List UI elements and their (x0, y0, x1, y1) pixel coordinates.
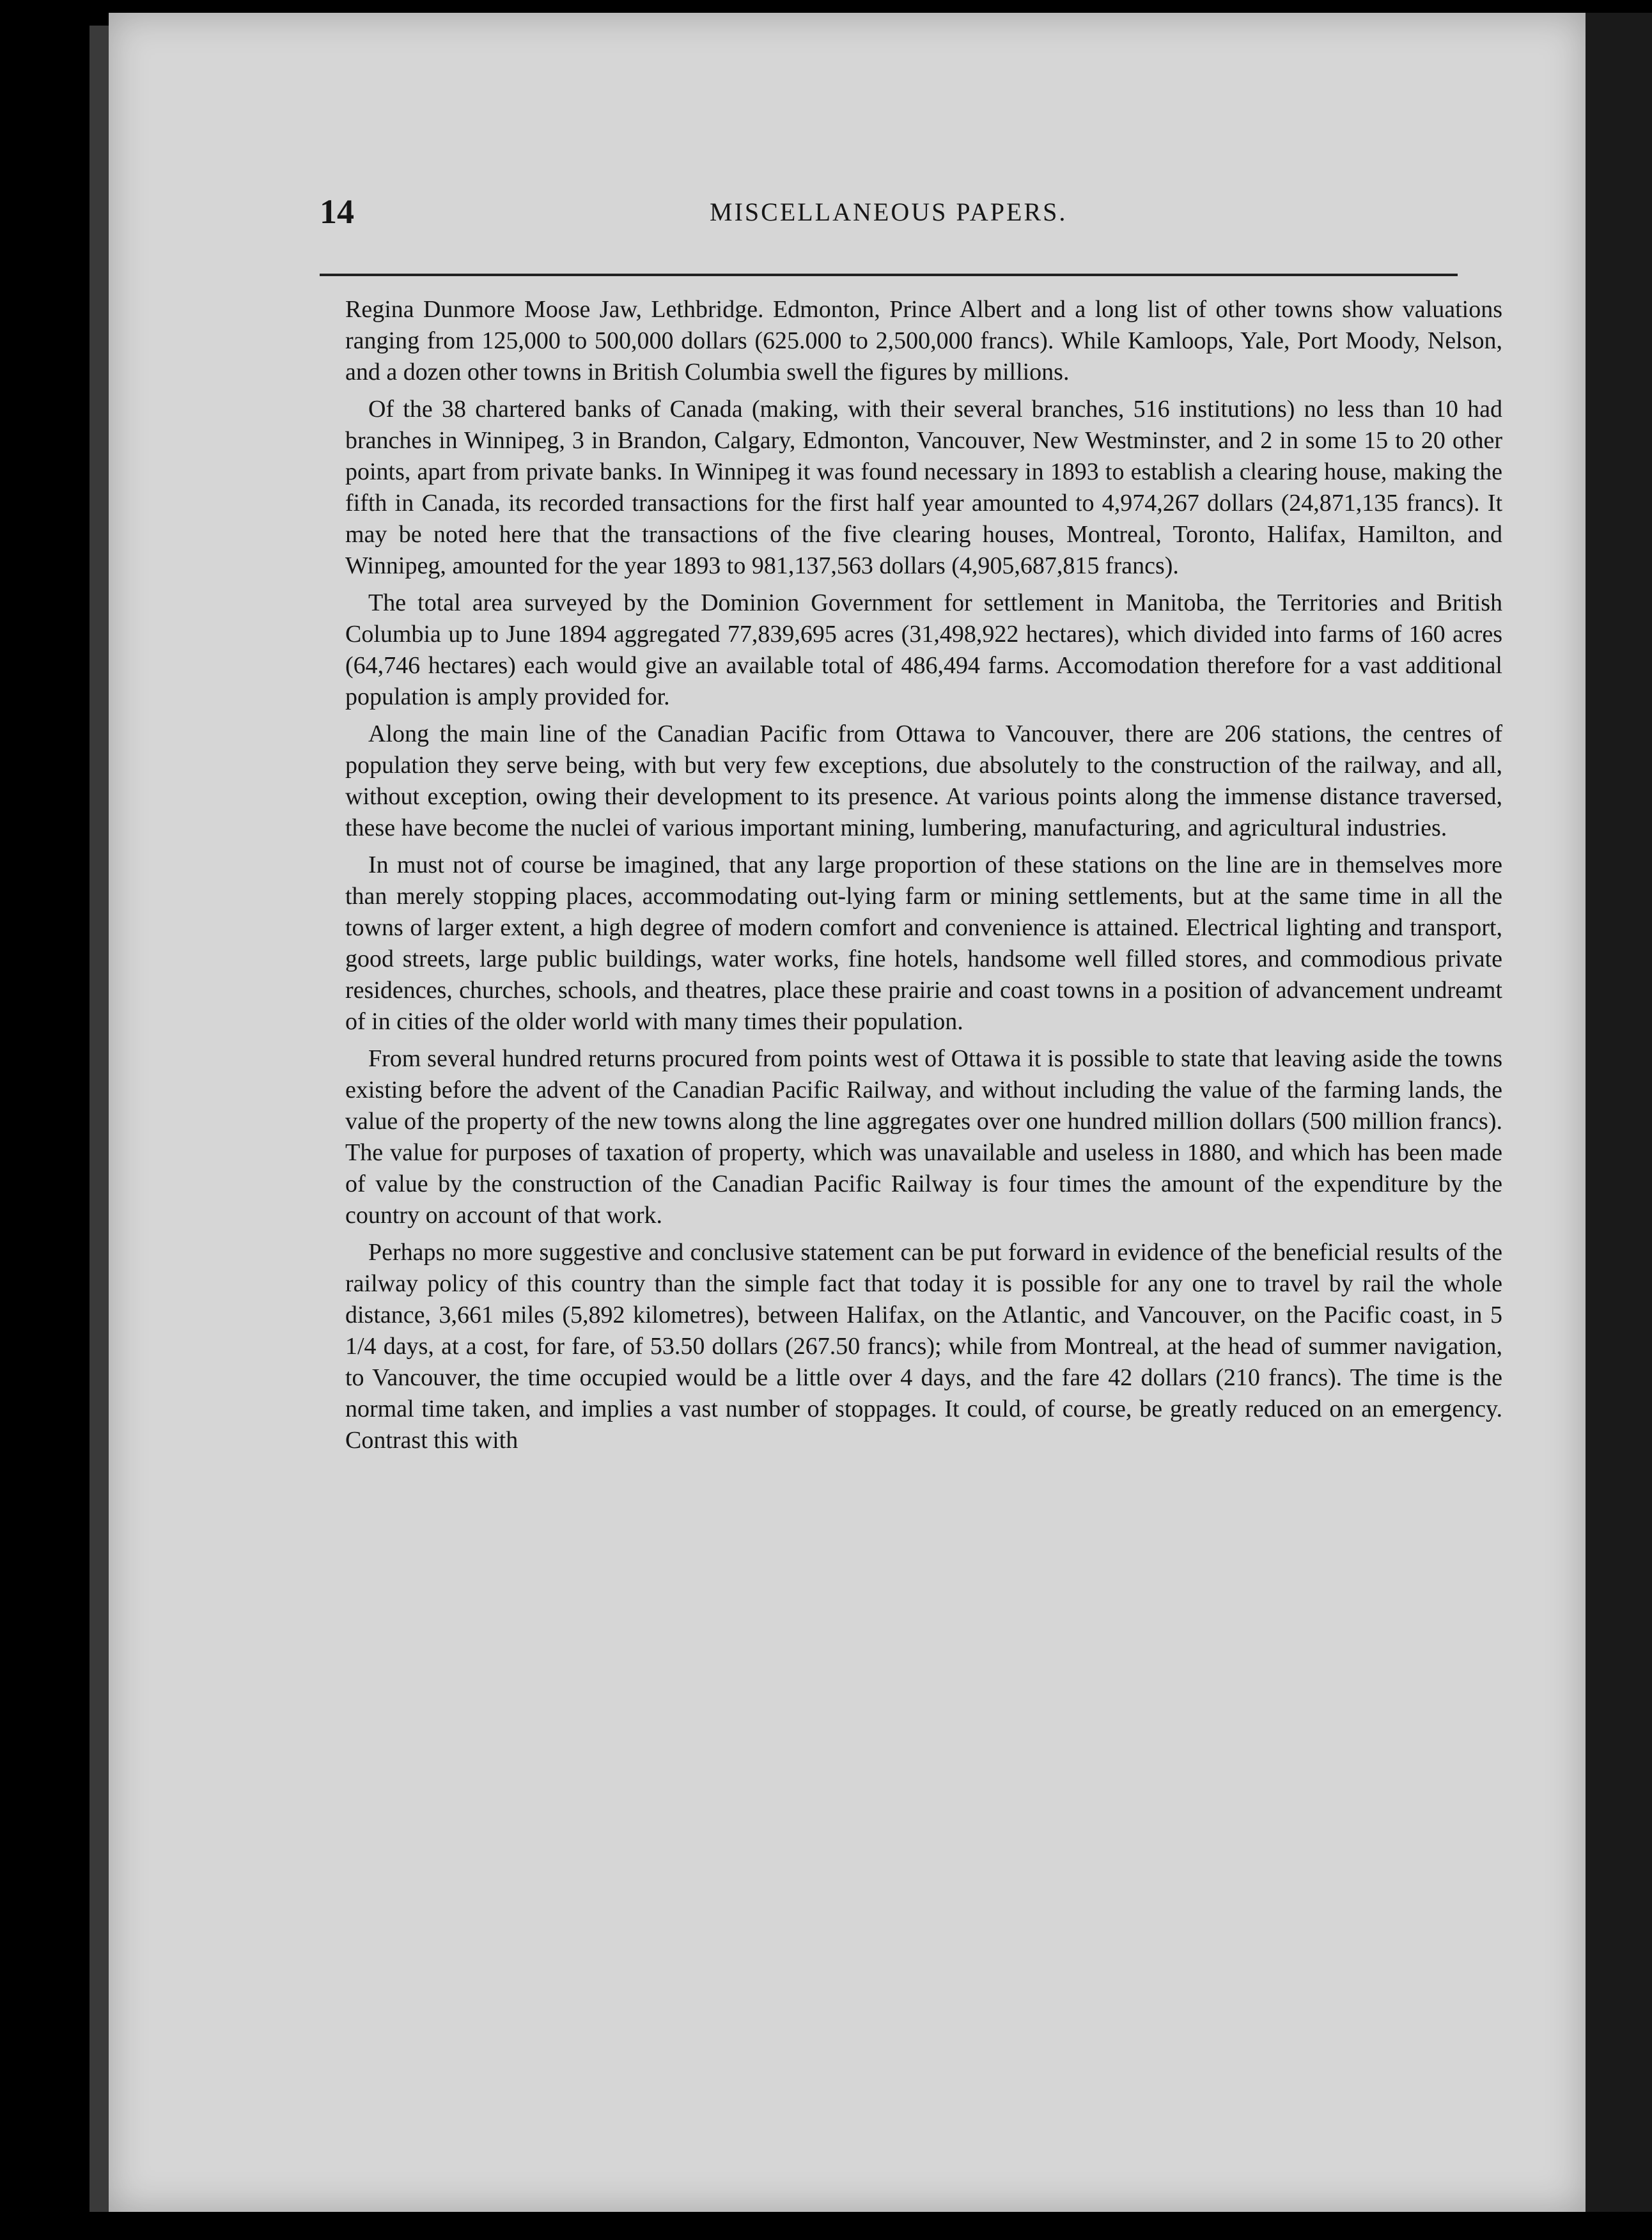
page-header (320, 192, 1458, 243)
running-head: MISCELLANEOUS PAPERS. (710, 198, 1068, 226)
page-number: 14 (320, 192, 354, 231)
paragraph: Along the main line of the Canadian Pacific from Ottawa to Vancouver, there are 206 stations, the centres of population they serve being, with but very few exceptions, due absolutely to the construction of the railway, and all, without exception, owing their development to its presence. At various points along the immense distance traversed, these have become the nuclei of various important mining, lumbering, manufacturing, and agricultural industries. (345, 720, 1502, 841)
right-page-edge (1586, 13, 1652, 2212)
paragraph: Of the 38 chartered banks of Canada (making, with their several branches, 516 institutions) no less than 10 had branches in Winnipeg, 3 in Brandon, Calgary, Edmonton, Vancouver, New Westminster, and 2 in some 15 to 20 other points, apart from private banks. In Winnipeg it was found necessary in 1893 to establish a clearing house, making the fifth in Canada, its recorded transactions for the first half year amounted to 4,974,267 dollars (24,871,135 francs). It may be noted here that the transactions of the five clearing houses, Montreal, Toronto, Halifax, Hamilton, and Winnipeg, amounted for the year 1893 to 981,137,563 dollars (4,905,687,815 francs). (345, 396, 1502, 579)
paragraph: Regina Dunmore Moose Jaw, Lethbridge. Edmonton, Prince Albert and a long list of other towns show valuations ranging from 125,000 to 500,000 dollars (625.000 to 2,500,000 francs). While Kamloops, Yale, Port Moody, Nelson, and a dozen other towns in British Columbia swell the figures by millions. (345, 296, 1502, 385)
paragraph: In must not of course be imagined, that any large proportion of these stations on the line are in themselves more than merely stopping places, accommodating out-lying farm or mining settlements, but at the same time in all the towns of larger extent, a high degree of modern comfort and convenience is attained. Electrical lighting and transport, good streets, large public buildings, water works, fine hotels, handsome well filled stores, and commodious private residences, churches, schools, and theatres, place these prairie and coast towns in a position of advancement undreamt of in cities of the older world with many times their population. (345, 852, 1502, 1035)
body-text (345, 294, 1502, 1462)
header-rule (320, 274, 1458, 276)
paragraph: Perhaps no more suggestive and conclusive statement can be put forward in evidence of the beneficial results of the railway policy of this country than the simple fact that today it is possible for any one to travel by rail the whole distance, 3,661 miles (5,892 kilometres), between Halifax, on the Atlantic, and Vancouver, on the Pacific coast, in 5 1/4 days, at a cost, for fare, of 53.50 dollars (267.50 francs); while from Montreal, at the head of summer navigation, to Vancouver, the time occupied would be a little over 4 days, and the fare 42 dollars (210 francs). The time is the normal time taken, and implies a vast number of stoppages. It could, of course, be greatly reduced on an emergency. Contrast this with (345, 1239, 1502, 1454)
paragraph: From several hundred returns procured from points west of Ottawa it is possible to state that leaving aside the towns existing before the advent of the Canadian Pacific Railway, and without including the value of the farming lands, the value of the property of the new towns along the line aggregates over one hundred million dollars (500 million francs). The value for purposes of taxation of property, which was unavailable and useless in 1880, and which has been made of value by the construction of the Canadian Pacific Railway is four times the amount of the expenditure by the country on account of that work. (345, 1045, 1502, 1229)
paragraph: The total area surveyed by the Dominion Government for settlement in Manitoba, the Territories and British Columbia up to June 1894 aggregated 77,839,695 acres (31,498,922 hectares), which divided into farms of 160 acres (64,746 hectares) each would give an available total of 486,494 farms. Accomodation therefore for a vast additional population is amply provided for. (345, 589, 1502, 710)
